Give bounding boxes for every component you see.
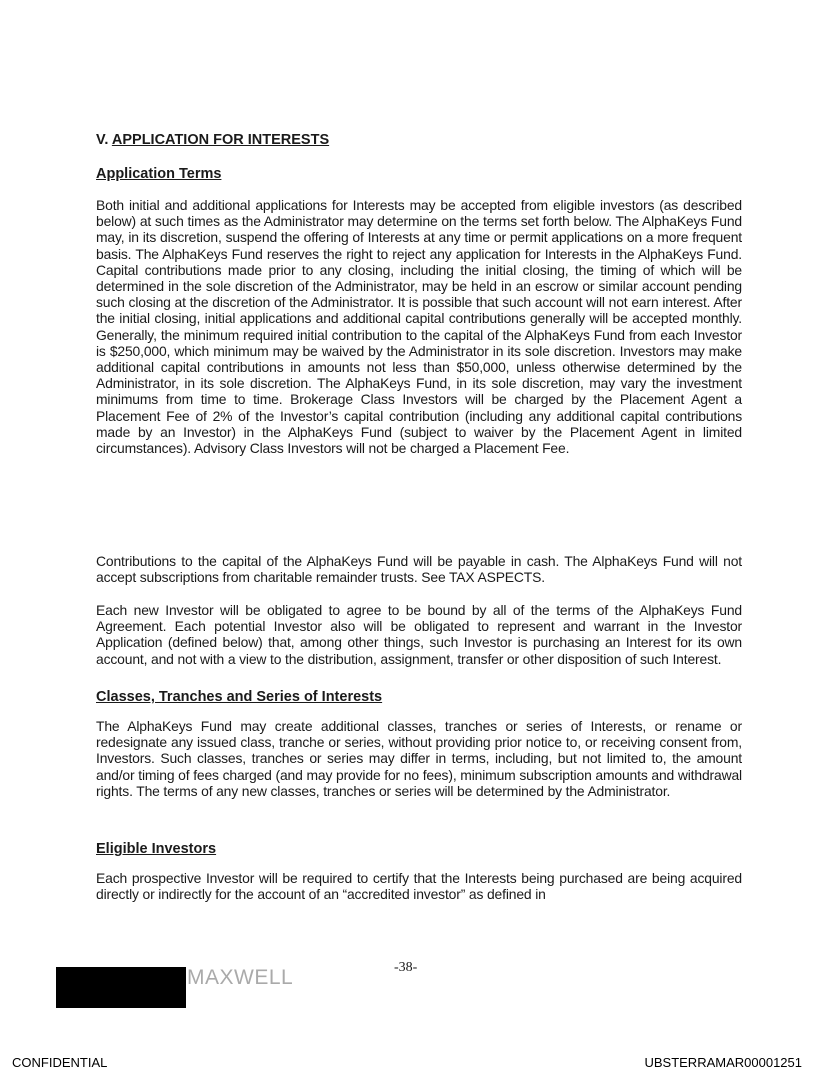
paragraph: Each prospective Investor will be required to certify that the Interests being purchased are being acquired directly or indirectly for the account of an “accredited investor” as defined in (96, 870, 742, 903)
bates-number: UBSTERRAMAR00001251 (644, 1055, 802, 1070)
section-number: V. (96, 132, 109, 148)
exhibit-stamp: MAXWELL (187, 966, 294, 989)
heading-text: Eligible Investors (96, 841, 217, 857)
page-number: -38- (394, 960, 418, 975)
heading-application-terms (96, 166, 742, 182)
heading-text: Application Terms (96, 166, 222, 182)
paragraph: Contributions to the capital of the AlphaKeys Fund will be payable in cash. The AlphaKeys Fund will not accept subscriptions from charitable remainder trusts. See TAX ASPECTS. (96, 553, 742, 586)
section-heading (96, 132, 742, 148)
heading-text: Classes, Tranches and Series of Interests (96, 689, 383, 705)
redaction-box (56, 967, 186, 1008)
confidential-label: CONFIDENTIAL (12, 1055, 108, 1070)
heading-eligible-investors (96, 841, 742, 857)
paragraph: Each new Investor will be obligated to agree to be bound by all of the terms of the AlphaKeys Fund Agreement. Each potential Investor also will be obligated to represent and warrant in the Investor Application (defined below) that, among other things, such Investor is purchasing an Interest for its own account, and not with a view to the distribution, assignment, transfer or other disposition of such Interest. (96, 602, 742, 667)
heading-classes (96, 689, 742, 705)
paragraph: The AlphaKeys Fund may create additional classes, tranches or series of Interests, or rename or redesignate any issued class, tranche or series, without providing prior notice to, or receiving consent from, Investors. Such classes, tranches or series may differ in terms, including, but not limited to, the amount and/or timing of fees charged (and may provide for no fees), minimum subscription amounts and withdrawal rights. The terms of any new classes, tranches or series will be determined by the Administrator. (96, 718, 742, 799)
paragraph: Both initial and additional applications for Interests may be accepted from eligible investors (as described below) at such times as the Administrator may determine on the terms set forth below. The AlphaKeys Fund may, in its discretion, suspend the offering of Interests at any time or permit applications on a more frequent basis. The AlphaKeys Fund reserves the right to reject any application for Interests in the AlphaKeys Fund. Capital contributions made prior to any closing, including the initial closing, the timing of which will be determined in the sole discretion of the Administrator, may be held in an escrow or similar account pending such closing at the discretion of the Administrator. It is possible that such account will not earn interest. After the initial closing, initial applications and additional capital contributions generally will be accepted monthly. Generally, the minimum required initial contribution to the capital of the AlphaKeys Fund from each Investor is $250,000, which minimum may be waived by the Administrator in its sole discretion. Investors may make additional capital contributions in amounts not less than $50,000, unless otherwise determined by the Administrator, in its sole discretion. The AlphaKeys Fund, in its sole discretion, may vary the investment minimums from time to time. Brokerage Class Investors will be charged by the Placement Agent a Placement Fee of 2% of the Investor’s capital contribution (including any additional capital contributions made by an Investor) in the AlphaKeys Fund (subject to waiver by the Placement Agent in limited circumstances). Advisory Class Investors will not be charged a Placement Fee. (96, 197, 742, 457)
section-title: APPLICATION FOR INTERESTS (111, 132, 330, 148)
